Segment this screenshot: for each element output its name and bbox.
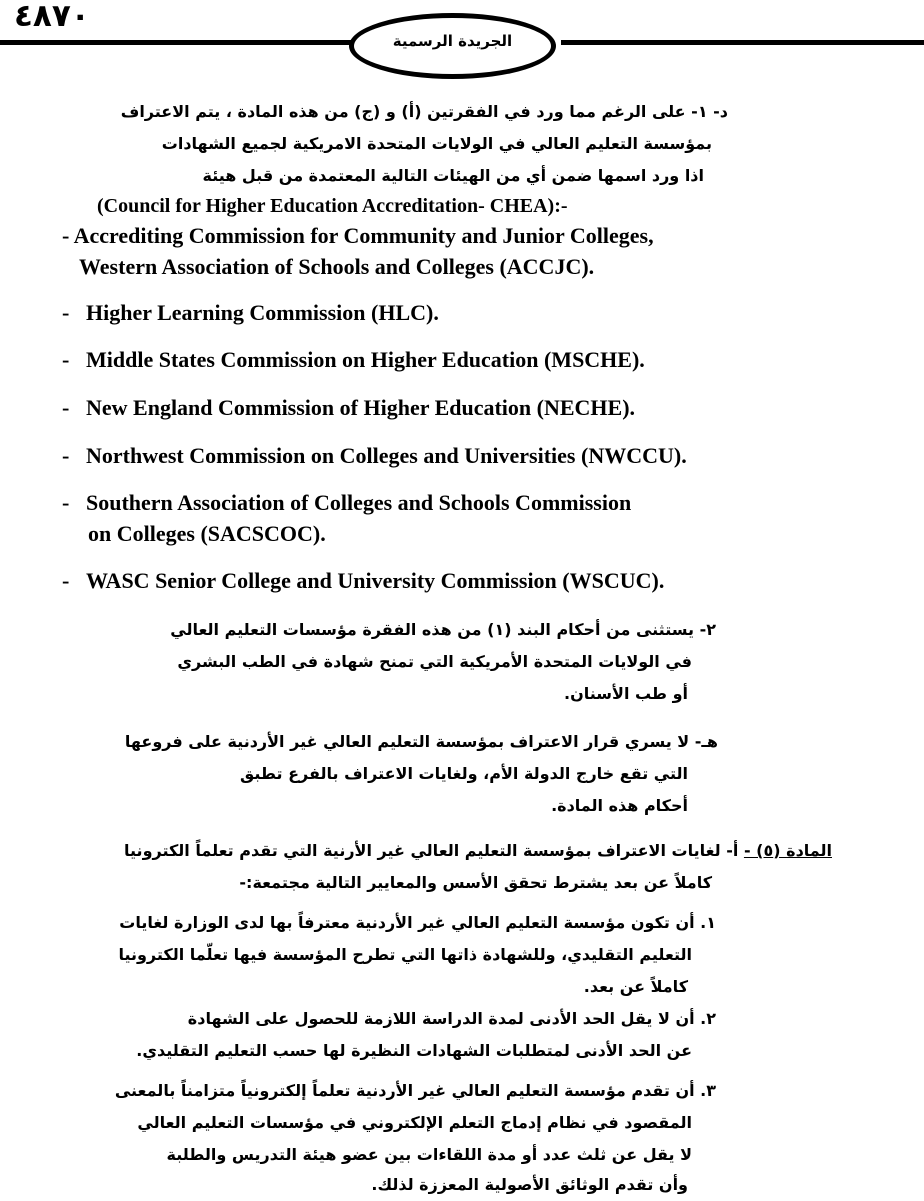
commission-text: Accrediting Commission for Community and Junior Colleges, [73, 223, 654, 248]
article5-line1 [124, 835, 832, 867]
header-rule-right [561, 40, 924, 45]
para-d-line3: اذا ورد اسمها ضمن أي من الهيئات التالية المعتمدة من قبل هيئة [202, 166, 704, 185]
item1-line3: كاملاً عن بعد. [583, 977, 688, 996]
commission-item [62, 344, 645, 375]
item3-line2: المقصود في نظام إدماج التعلم الإلكتروني في مؤسسات التعليم العالي [137, 1113, 692, 1132]
commission-item [62, 392, 635, 423]
commission-text: Northwest Commission on Colleges and Universities (NWCCU). [86, 443, 687, 468]
para-h-line1: هـ- لا يسري قرار الاعتراف بمؤسسة التعليم العالي غير الأردنية على فروعها [124, 732, 718, 751]
chea-line: (Council for Higher Education Accreditation- CHEA):- [97, 195, 568, 217]
page-number: ٤٨٧٠ [14, 0, 90, 34]
commission-text: Middle States Commission on Higher Education (MSCHE). [86, 347, 645, 372]
commission-item-cont: on Colleges (SACSCOC). [88, 521, 326, 546]
commission-item [62, 297, 439, 328]
list-dash: - [62, 568, 70, 593]
list-dash: - [62, 223, 70, 248]
gazette-title-oval [349, 13, 556, 79]
article5-line2: كاملاً عن بعد يشترط تحقق الأسس والمعايير التالية مجتمعة:- [239, 873, 712, 892]
commission-item [62, 565, 664, 596]
commission-item [62, 440, 687, 471]
para-d2-line3: أو طب الأسنان. [564, 684, 688, 703]
para-d-line2: بمؤسسة التعليم العالي في الولايات المتحدة الامريكية لجميع الشهادات [161, 134, 712, 153]
commission-text: Southern Association of Colleges and Schools Commission [86, 490, 632, 515]
commission-item [62, 220, 654, 251]
para-h-line2: التي تقع خارج الدولة الأم، ولغايات الاعتراف بالفرع تطبق [239, 764, 688, 783]
gazette-title: الجريدة الرسمية [392, 32, 513, 50]
item3-line4: وأن تقدم الوثائق الأصولية المعززة لذلك. [371, 1175, 688, 1194]
list-dash: - [62, 300, 70, 325]
item1-line2: التعليم التقليدي، وللشهادة ذاتها التي تطرح المؤسسة فيها تعلّما الكترونيا [118, 945, 692, 964]
article5-label: المادة (٥) - [743, 841, 832, 860]
header-rule-left [0, 40, 352, 45]
para-h-line3: أحكام هذه المادة. [551, 796, 688, 815]
para-d2-line1: ٢- يستثنى من أحكام البند (١) من هذه الفقرة مؤسسات التعليم العالي [170, 620, 716, 639]
commission-text: Higher Learning Commission (HLC). [86, 300, 439, 325]
commission-item [62, 487, 631, 518]
list-dash: - [62, 443, 70, 468]
commission-item-cont: Western Association of Schools and Colleges (ACCJC). [79, 254, 595, 279]
item3-line3: لا يقل عن ثلث عدد أو مدة اللقاءات بين عضو هيئة التدريس والطلبة [166, 1145, 692, 1164]
para-d2-line2: في الولايات المتحدة الأمريكية التي تمنح شهادة في الطب البشري [177, 652, 692, 671]
article5-text: أ- لغايات الاعتراف بمؤسسة التعليم العالي غير الأرنية التي تقدم تعلماً الكترونيا [124, 841, 739, 860]
commission-text: New England Commission of Higher Education (NECHE). [86, 395, 636, 420]
item2-line2: عن الحد الأدنى لمتطلبات الشهادات النظيرة لها حسب التعليم التقليدي. [136, 1041, 692, 1060]
para-d-line1: د- ١- على الرغم مما ورد في الفقرتين (أ) و (ج) من هذه المادة ، يتم الاعتراف [120, 102, 728, 121]
list-dash: - [62, 347, 70, 372]
commission-text: WASC Senior College and University Commission (WSCUC). [86, 568, 665, 593]
item2-line1: ٢. أن لا يقل الحد الأدنى لمدة الدراسة اللازمة للحصول على الشهادة [187, 1009, 716, 1028]
item1-line1: ١. أن تكون مؤسسة التعليم العالي غير الأردنية معترفاً بها لدى الوزارة لغايات [119, 913, 716, 932]
item3-line1: ٣. أن تقدم مؤسسة التعليم العالي غير الأردنية تعلماً إلكترونياً متزامناً بالمعنى [114, 1081, 716, 1100]
list-dash: - [62, 490, 70, 515]
list-dash: - [62, 395, 70, 420]
